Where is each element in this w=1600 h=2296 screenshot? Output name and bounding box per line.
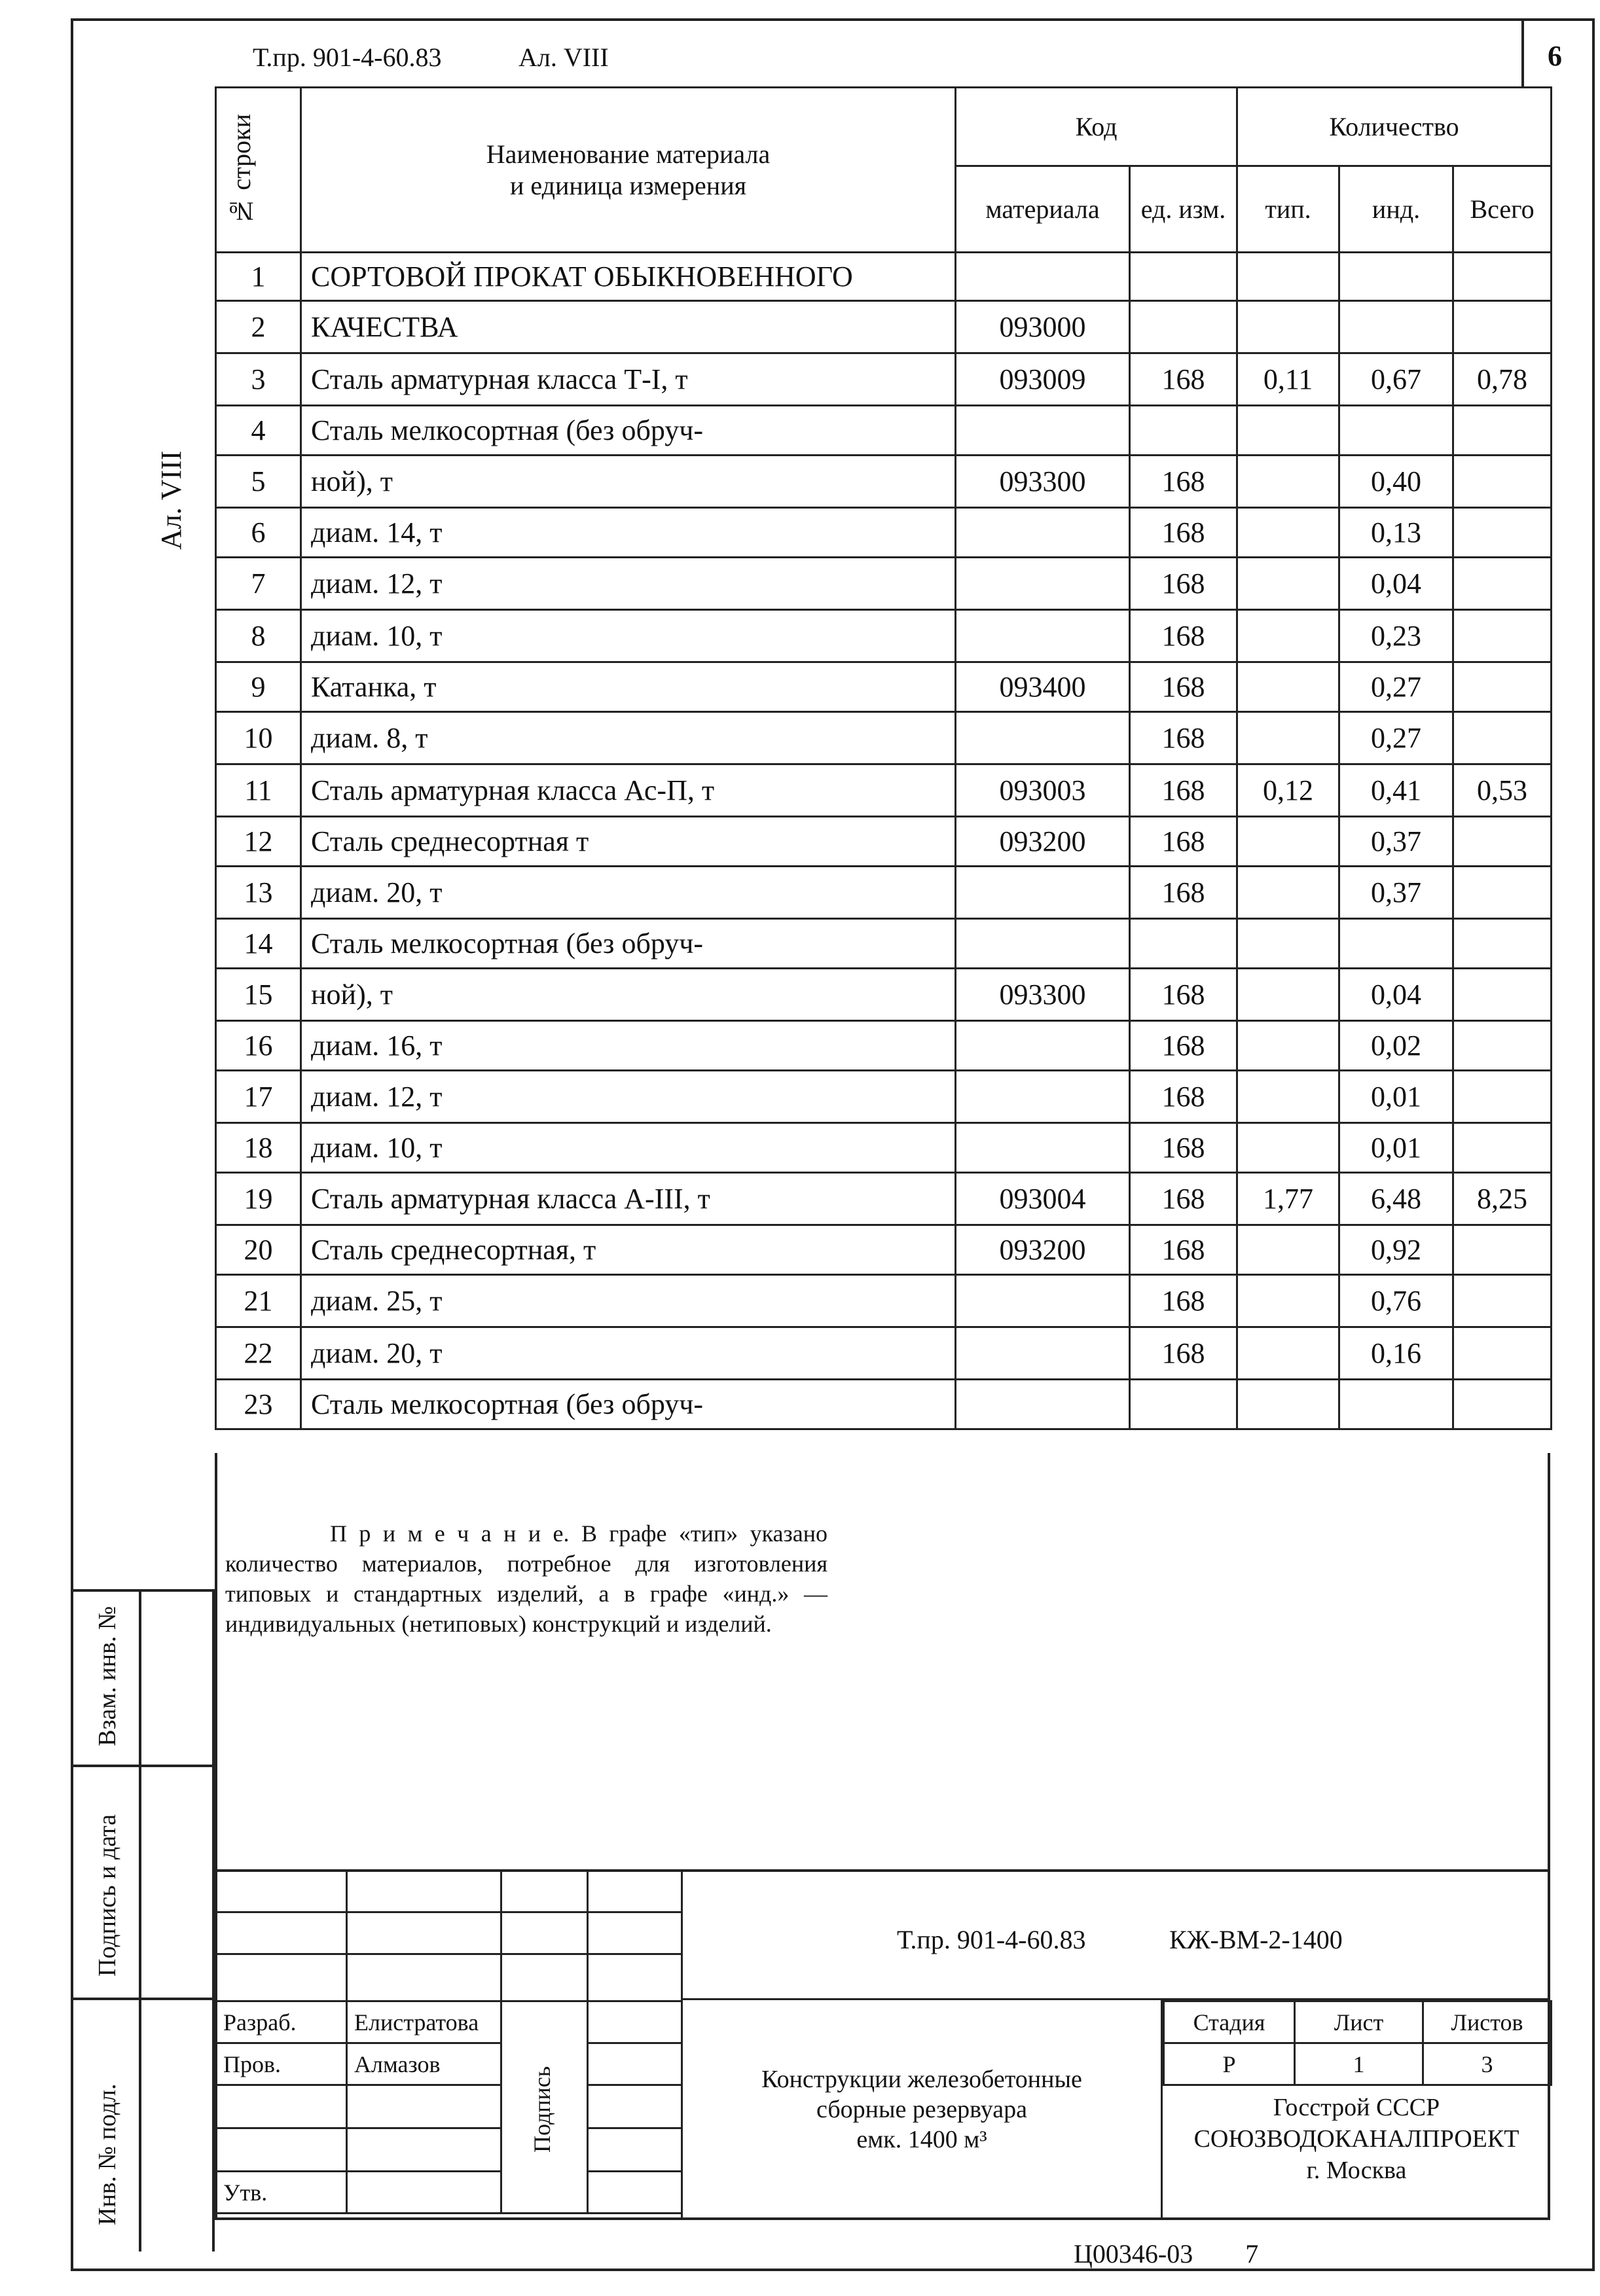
row-material-code — [956, 1380, 1130, 1429]
row-number: 13 — [216, 867, 301, 919]
row-number: 17 — [216, 1071, 301, 1123]
object-title-box — [681, 2000, 1163, 2219]
title-block-bottom — [215, 2217, 1550, 2220]
signature-column — [501, 2001, 588, 2214]
header-name: Наименование материала и единица измерения — [301, 88, 956, 253]
sheet-label: Лист — [1295, 2001, 1423, 2043]
row-name: диам. 16, т — [301, 1021, 956, 1071]
row-qty-total — [1453, 969, 1552, 1021]
row-number: 16 — [216, 1021, 301, 1071]
row-number: 19 — [216, 1173, 301, 1225]
row-name: ной), т — [301, 456, 956, 508]
row-unit-code: 168 — [1130, 353, 1237, 406]
table-row — [216, 1225, 1552, 1275]
row-name: диам. 20, т — [301, 1327, 956, 1380]
row-material-code — [956, 610, 1130, 662]
person-1: Елистратова — [347, 2001, 501, 2043]
row-unit-code — [1130, 1380, 1237, 1429]
title-block-mark: КЖ-ВМ-2-1400 — [1169, 1925, 1343, 1954]
row-number: 18 — [216, 1123, 301, 1173]
row-qty-total — [1453, 456, 1552, 508]
row-qty-type — [1237, 456, 1339, 508]
row-qty-type — [1237, 712, 1339, 764]
table-row — [216, 301, 1552, 353]
row-number: 21 — [216, 1275, 301, 1327]
header-album: Ал. VIII — [518, 43, 609, 72]
row-qty-ind — [1339, 406, 1453, 456]
archive-code: Ц00346-03 — [1074, 2239, 1193, 2269]
row-qty-ind: 0,04 — [1339, 558, 1453, 610]
revision-grid — [215, 1869, 683, 2002]
row-name: Сталь среднесортная, т — [301, 1225, 956, 1275]
row-unit-code: 168 — [1130, 969, 1237, 1021]
row-material-code — [956, 919, 1130, 969]
row-name: ной), т — [301, 969, 956, 1021]
row-name: диам. 8, т — [301, 712, 956, 764]
table-row — [216, 1123, 1552, 1173]
row-qty-total — [1453, 1380, 1552, 1429]
row-unit-code: 168 — [1130, 610, 1237, 662]
side-stamp-label-1: Взам. инв. № — [94, 1605, 121, 1746]
person-5 — [347, 2172, 501, 2214]
row-qty-total — [1453, 712, 1552, 764]
row-qty-ind — [1339, 301, 1453, 353]
row-qty-type — [1237, 1021, 1339, 1071]
row-qty-type — [1237, 969, 1339, 1021]
row-qty-total — [1453, 817, 1552, 867]
row-unit-code — [1130, 919, 1237, 969]
row-qty-ind: 0,37 — [1339, 817, 1453, 867]
row-number: 20 — [216, 1225, 301, 1275]
table-row — [216, 1173, 1552, 1225]
header-qty-group: Количество — [1237, 88, 1552, 166]
row-name: диам. 12, т — [301, 1071, 956, 1123]
row-material-code — [956, 712, 1130, 764]
row-material-code — [956, 1021, 1130, 1071]
row-unit-code: 168 — [1130, 1173, 1237, 1225]
row-qty-ind: 0,67 — [1339, 353, 1453, 406]
row-number: 5 — [216, 456, 301, 508]
row-qty-ind — [1339, 919, 1453, 969]
row-material-code — [956, 558, 1130, 610]
sheet-number: 6 — [1548, 40, 1562, 72]
row-qty-type — [1237, 1071, 1339, 1123]
organization: Госстрой СССР СОЮЗВОДОКАНАЛПРОЕКТ г. Москва — [1193, 2094, 1519, 2184]
side-album-label: Ал. VIII — [155, 450, 187, 550]
row-unit-code: 168 — [1130, 712, 1237, 764]
row-qty-total: 0,78 — [1453, 353, 1552, 406]
row-qty-type: 1,77 — [1237, 1173, 1339, 1225]
table-row — [216, 456, 1552, 508]
row-qty-type: 0,12 — [1237, 764, 1339, 817]
footer — [1074, 2238, 1258, 2269]
table-row — [216, 508, 1552, 558]
row-qty-ind: 0,41 — [1339, 764, 1453, 817]
row-qty-total — [1453, 1327, 1552, 1380]
row-unit-code: 168 — [1130, 1327, 1237, 1380]
row-unit-code: 168 — [1130, 1021, 1237, 1071]
row-number: 2 — [216, 301, 301, 353]
table-row — [216, 253, 1552, 301]
person-3 — [347, 2085, 501, 2128]
row-qty-total — [1453, 253, 1552, 301]
row-qty-total — [1453, 1275, 1552, 1327]
row-qty-type — [1237, 558, 1339, 610]
table-row — [216, 1327, 1552, 1380]
row-name: СОРТОВОЙ ПРОКАТ ОБЫКНОВЕННОГО — [301, 253, 956, 301]
row-material-code: 093000 — [956, 301, 1130, 353]
row-unit-code — [1130, 406, 1237, 456]
row-unit-code: 168 — [1130, 1123, 1237, 1173]
table-row — [216, 662, 1552, 712]
row-qty-type — [1237, 406, 1339, 456]
row-qty-total — [1453, 301, 1552, 353]
row-qty-ind: 0,04 — [1339, 969, 1453, 1021]
row-number: 10 — [216, 712, 301, 764]
header-doc-ref: Т.пр. 901-4-60.83 — [253, 43, 442, 72]
row-qty-ind: 0,76 — [1339, 1275, 1453, 1327]
row-qty-type — [1237, 301, 1339, 353]
row-qty-total — [1453, 867, 1552, 919]
role-3 — [216, 2085, 347, 2128]
row-material-code — [956, 253, 1130, 301]
row-unit-code: 168 — [1130, 558, 1237, 610]
table-row — [216, 712, 1552, 764]
row-qty-total — [1453, 610, 1552, 662]
row-qty-ind: 6,48 — [1339, 1173, 1453, 1225]
row-qty-total — [1453, 406, 1552, 456]
row-material-code: 093400 — [956, 662, 1130, 712]
row-number: 23 — [216, 1380, 301, 1429]
row-qty-ind: 0,27 — [1339, 712, 1453, 764]
row-number: 1 — [216, 253, 301, 301]
sheets-value: 3 — [1423, 2043, 1552, 2085]
note-body: В графе «тип» указано количество материалов, потребное для изготовления типовых и стандартных изделий, а в графе «инд.» — индивидуальных (нетиповых) конструкций и изделий. — [225, 1520, 828, 1637]
row-name: Сталь арматурная класса Ас-П, т — [301, 764, 956, 817]
row-qty-total: 0,53 — [1453, 764, 1552, 817]
row-number: 15 — [216, 969, 301, 1021]
row-unit-code: 168 — [1130, 1275, 1237, 1327]
row-unit-code: 168 — [1130, 1225, 1237, 1275]
header-row-no: № строки — [216, 88, 301, 253]
row-qty-total — [1453, 1123, 1552, 1173]
row-unit-code: 168 — [1130, 1071, 1237, 1123]
header-qty-total: Всего — [1453, 166, 1552, 253]
row-unit-code: 168 — [1130, 764, 1237, 817]
row-material-code: 093200 — [956, 817, 1130, 867]
row-name: Сталь мелкосортная (без обруч- — [301, 919, 956, 969]
row-qty-total — [1453, 508, 1552, 558]
table-row — [216, 610, 1552, 662]
row-number: 12 — [216, 817, 301, 867]
row-material-code — [956, 406, 1130, 456]
sheet-value: 1 — [1295, 2043, 1423, 2085]
side-stamp-label-2: Подпись и дата — [94, 1814, 121, 1977]
side-stamp-label-3: Инв. № подл. — [94, 2083, 121, 2225]
row-material-code — [956, 1123, 1130, 1173]
row-name: диам. 10, т — [301, 1123, 956, 1173]
title-block-code: Т.пр. 901-4-60.83 — [897, 1925, 1086, 1954]
row-material-code — [956, 1275, 1130, 1327]
table-row — [216, 1275, 1552, 1327]
table-row — [216, 1071, 1552, 1123]
row-material-code: 093200 — [956, 1225, 1130, 1275]
row-material-code — [956, 1071, 1130, 1123]
stage-value: Р — [1164, 2043, 1295, 2085]
row-number: 22 — [216, 1327, 301, 1380]
side-stamp-divider — [139, 1589, 141, 2251]
row-qty-ind: 0,40 — [1339, 456, 1453, 508]
row-number: 14 — [216, 919, 301, 969]
side-stamp-line-2 — [71, 1998, 215, 2000]
row-qty-type — [1237, 919, 1339, 969]
row-name: диам. 12, т — [301, 558, 956, 610]
row-qty-ind: 0,23 — [1339, 610, 1453, 662]
table-row — [216, 764, 1552, 817]
row-qty-type — [1237, 610, 1339, 662]
row-qty-total — [1453, 1225, 1552, 1275]
materials-table — [215, 86, 1552, 1430]
table-row — [216, 919, 1552, 969]
row-name: диам. 20, т — [301, 867, 956, 919]
table-row — [216, 867, 1552, 919]
header-code-group: Код — [956, 88, 1237, 166]
row-name: Сталь мелкосортная (без обруч- — [301, 1380, 956, 1429]
row-number: 3 — [216, 353, 301, 406]
row-name: диам. 10, т — [301, 610, 956, 662]
row-qty-type — [1237, 1380, 1339, 1429]
row-qty-ind — [1339, 253, 1453, 301]
row-name: Сталь арматурная класса А-III, т — [301, 1173, 956, 1225]
row-qty-ind: 0,92 — [1339, 1225, 1453, 1275]
row-number: 11 — [216, 764, 301, 817]
header-code-material: материала — [956, 166, 1130, 253]
table-row — [216, 353, 1552, 406]
row-qty-total — [1453, 919, 1552, 969]
role-5: Утв. — [216, 2172, 347, 2214]
header-qty-type: тип. — [1237, 166, 1339, 253]
row-unit-code — [1130, 301, 1237, 353]
row-material-code — [956, 1327, 1130, 1380]
row-name: диам. 14, т — [301, 508, 956, 558]
row-qty-ind — [1339, 1380, 1453, 1429]
row-name: Сталь среднесортная т — [301, 817, 956, 867]
row-name: Катанка, т — [301, 662, 956, 712]
sheets-label: Листов — [1423, 2001, 1552, 2043]
table-row — [216, 969, 1552, 1021]
note-text — [225, 1518, 827, 1639]
row-unit-code: 168 — [1130, 456, 1237, 508]
row-unit-code: 168 — [1130, 662, 1237, 712]
row-qty-ind: 0,37 — [1339, 867, 1453, 919]
row-number: 6 — [216, 508, 301, 558]
row-qty-ind: 0,01 — [1339, 1123, 1453, 1173]
row-qty-type — [1237, 508, 1339, 558]
sheet-number-divider — [1521, 18, 1524, 86]
row-qty-type — [1237, 1327, 1339, 1380]
approvals-grid — [215, 2000, 683, 2214]
row-qty-type: 0,11 — [1237, 353, 1339, 406]
header-code-unit: ед. изм. — [1130, 166, 1237, 253]
row-qty-total — [1453, 1071, 1552, 1123]
row-material-code: 093300 — [956, 969, 1130, 1021]
row-number: 7 — [216, 558, 301, 610]
row-number: 9 — [216, 662, 301, 712]
row-qty-total — [1453, 1021, 1552, 1071]
row-unit-code — [1130, 253, 1237, 301]
row-unit-code: 168 — [1130, 867, 1237, 919]
table-row — [216, 558, 1552, 610]
row-number: 8 — [216, 610, 301, 662]
side-stamp-line-1 — [71, 1765, 215, 1767]
row-material-code: 093300 — [956, 456, 1130, 508]
role-4 — [216, 2128, 347, 2172]
code-box — [681, 1869, 1550, 2000]
footer-page: 7 — [1245, 2239, 1259, 2269]
row-qty-ind: 0,02 — [1339, 1021, 1453, 1071]
object-title: Конструкции железобетонные сборные резервуара емк. 1400 м³ — [761, 2066, 1082, 2153]
table-row — [216, 1021, 1552, 1071]
row-qty-ind: 0,16 — [1339, 1327, 1453, 1380]
row-qty-type — [1237, 1275, 1339, 1327]
note-lead: П р и м е ч а н и е. — [330, 1520, 570, 1547]
stage-grid — [1163, 2000, 1552, 2086]
row-qty-total — [1453, 558, 1552, 610]
row-qty-type — [1237, 662, 1339, 712]
row-material-code: 093009 — [956, 353, 1130, 406]
row-unit-code: 168 — [1130, 508, 1237, 558]
row-qty-type — [1237, 1225, 1339, 1275]
person-2: Алмазов — [347, 2043, 501, 2085]
signature-label: Подпись — [529, 2066, 555, 2153]
row-material-code: 093003 — [956, 764, 1130, 817]
row-qty-type — [1237, 817, 1339, 867]
row-material-code: 093004 — [956, 1173, 1130, 1225]
row-unit-code: 168 — [1130, 817, 1237, 867]
row-qty-type — [1237, 253, 1339, 301]
table-row — [216, 817, 1552, 867]
side-stamp-box — [71, 1589, 215, 2251]
row-qty-ind: 0,01 — [1339, 1071, 1453, 1123]
row-number: 4 — [216, 406, 301, 456]
row-qty-type — [1237, 867, 1339, 919]
table-row — [216, 1380, 1552, 1429]
row-name: КАЧЕСТВА — [301, 301, 956, 353]
role-1: Разраб. — [216, 2001, 347, 2043]
row-qty-ind: 0,27 — [1339, 662, 1453, 712]
row-material-code — [956, 508, 1130, 558]
header-qty-ind: инд. — [1339, 166, 1453, 253]
row-material-code — [956, 867, 1130, 919]
row-qty-type — [1237, 1123, 1339, 1173]
row-qty-total — [1453, 662, 1552, 712]
row-name: Сталь арматурная класса Т-I, т — [301, 353, 956, 406]
row-name: Сталь мелкосортная (без обруч- — [301, 406, 956, 456]
row-qty-total: 8,25 — [1453, 1173, 1552, 1225]
row-qty-ind: 0,13 — [1339, 508, 1453, 558]
role-2: Пров. — [216, 2043, 347, 2085]
person-4 — [347, 2128, 501, 2172]
table-row — [216, 406, 1552, 456]
row-name: диам. 25, т — [301, 1275, 956, 1327]
stage-label: Стадия — [1164, 2001, 1295, 2043]
